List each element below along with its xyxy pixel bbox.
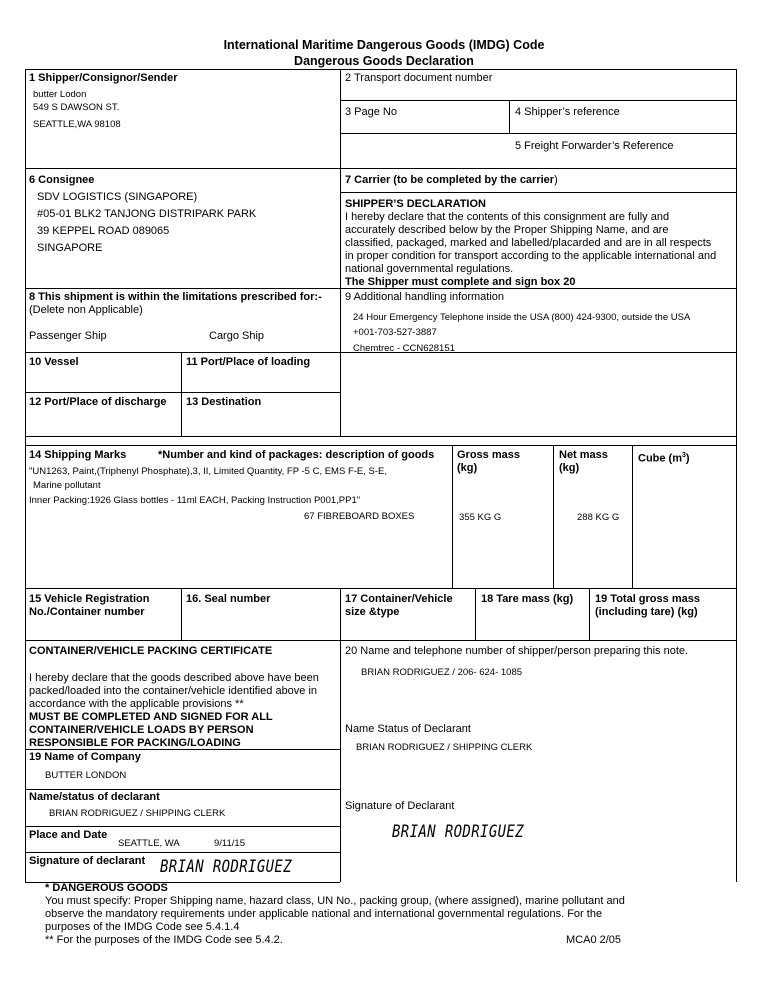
vessel-label: 10 Vessel	[29, 356, 79, 368]
footer-line-2: observe the mandatory requirements under applicable national and international governmental regulations. For the	[45, 908, 603, 920]
box20-signature: BRIAN RODRIGUEZ	[392, 822, 525, 842]
form-subtitle: Dangerous Goods Declaration	[294, 54, 474, 68]
signature-of-declarant-right-label: Signature of Declarant	[345, 800, 455, 812]
shipper-address-2: SEATTLE,WA 98108	[33, 119, 121, 130]
packing-certificate-title: CONTAINER/VEHICLE PACKING CERTIFICATE	[29, 645, 273, 657]
gross-mass-unit: (kg)	[457, 462, 478, 474]
port-loading-label: 11 Port/Place of loading	[186, 356, 311, 368]
box20-name-phone: BRIAN RODRIGUEZ / 206- 624- 1085	[361, 667, 523, 678]
page-no-label: 3 Page No	[345, 106, 397, 118]
port-discharge-label: 12 Port/Place of discharge	[29, 396, 167, 408]
company-name-label: 19 Name of Company	[29, 751, 141, 763]
destination-label: 13 Destination	[186, 396, 262, 408]
net-mass-value: 288 KG G	[577, 512, 620, 523]
footer-line-4: ** For the purposes of the IMDG Code see 5.4.2.	[45, 934, 283, 946]
shipper-address-1: 549 S DAWSON ST.	[33, 102, 120, 113]
declarant-signature: BRIAN RODRIGUEZ	[160, 857, 293, 877]
packing-certificate-bold-2: CONTAINER/VEHICLE LOADS BY PERSON	[29, 724, 254, 736]
footer-line-1: You must specify: Proper Shipping name, hazard class, UN No., packing group, (where assigned), marine pollutant and	[45, 895, 625, 907]
goods-description-line-1: "UN1263, Paint,(Triphenyl Phosphate),3, II, Limited Quantity, FP -5 C, EMS F-E, S-E,	[29, 466, 388, 477]
handling-line-3: Chemtrec - CCN628151	[353, 343, 455, 354]
packing-certificate-line-3: accordance with the applicable provisions **	[29, 698, 244, 710]
shipping-marks-label: 14 Shipping Marks	[29, 449, 127, 461]
goods-description-line-3: Inner Packing:1926 Glass bottles - 11ml EACH, Packing Instruction P001,PP1"	[29, 495, 361, 506]
signature-of-declarant-label: Signature of declarant	[29, 855, 146, 867]
total-gross-mass-label: 19 Total gross mass	[595, 593, 700, 605]
form-title: International Maritime Dangerous Goods (IMDG) Code	[223, 38, 545, 52]
net-mass-unit: (kg)	[559, 462, 580, 474]
packing-certificate-bold-3: RESPONSIBLE FOR PACKING/LOADING	[29, 737, 241, 749]
place-value: SEATTLE, WA	[118, 838, 180, 849]
declarant-status-value: BRIAN RODRIGUEZ / SHIPPING CLERK	[49, 808, 226, 819]
footer-line-3: purposes of the IMDG Code see 5.4.1.4	[45, 921, 240, 933]
place-date-label: Place and Date	[29, 829, 108, 841]
packing-certificate-line-2: packed/loaded into the container/vehicle identified above in	[29, 685, 318, 697]
net-mass-label: Net mass	[559, 449, 608, 461]
container-type-label: size &type	[345, 606, 400, 618]
shippers-declaration-line-2: accurately described below by the Proper Shipping Name, and are	[345, 224, 669, 236]
name-status-declarant-value: BRIAN RODRIGUEZ / SHIPPING CLERK	[356, 742, 533, 753]
passenger-ship-option: Passenger Ship	[29, 330, 107, 342]
shippers-declaration-title: SHIPPER’S DECLARATION	[345, 198, 486, 210]
packing-certificate-bold-1: MUST BE COMPLETED AND SIGNED FOR ALL	[29, 711, 273, 723]
container-size-label: 17 Container/Vehicle	[345, 593, 453, 605]
container-number-label: No./Container number	[29, 606, 145, 618]
packing-certificate-line-1: I hereby declare that the goods described above have been	[29, 672, 319, 684]
consignee-line-3: 39 KEPPEL ROAD 089065	[37, 225, 170, 237]
company-name-value: BUTTER LONDON	[45, 770, 127, 781]
consignee-label: 6 Consignee	[29, 174, 95, 186]
total-gross-mass-unit: (including tare) (kg)	[595, 606, 698, 618]
consignee-line-2: #05-01 BLK2 TANJONG DISTRIPARK PARK	[37, 208, 257, 220]
form-code: MCA0 2/05	[566, 934, 622, 946]
goods-description-line-2: Marine pollutant	[33, 480, 101, 491]
consignee-line-4: SINGAPORE	[37, 242, 103, 254]
seal-number-label: 16. Seal number	[186, 593, 271, 605]
handling-line-1: 24 Hour Emergency Telephone inside the USA (800) 424-9300, outside the USA	[353, 312, 691, 323]
freight-forwarder-reference-label: 5 Freight Forwarder’s Reference	[515, 140, 674, 152]
shipper-reference-label: 4 Shipper’s reference	[515, 106, 620, 118]
gross-mass-value: 355 KG G	[459, 512, 502, 523]
handling-line-2: +001-703-527-3887	[353, 327, 437, 338]
vehicle-registration-label: 15 Vehicle Registration	[29, 593, 150, 605]
goods-description-label: *Number and kind of packages: description of goods	[158, 449, 435, 461]
consignee-line-1: SDV LOGISTICS (SINGAPORE)	[37, 191, 198, 203]
shippers-declaration-line-5: national governmental regulations.	[345, 263, 514, 275]
carrier-label: 7 Carrier (to be completed by the carrier)	[345, 174, 558, 186]
handling-label: 9 Additional handling information	[345, 291, 505, 303]
shippers-declaration-line-6: The Shipper must complete and sign box 20	[345, 276, 576, 288]
shipper-name: butter Lodon	[33, 89, 87, 100]
gross-mass-label: Gross mass	[457, 449, 520, 461]
shippers-declaration-line-1: I hereby declare that the contents of this consignment are fully and	[345, 211, 670, 223]
tare-mass-label: 18 Tare mass (kg)	[481, 593, 574, 605]
package-count: 67 FIBREBOARD BOXES	[304, 511, 415, 522]
shippers-declaration-line-4: in proper condition for transport according to the applicable international and	[345, 250, 717, 262]
shippers-declaration-line-3: classified, packaged, marked and labelled/placarded and are in all respects	[345, 237, 712, 249]
transport-doc-label: 2 Transport document number	[345, 72, 493, 84]
box20-label: 20 Name and telephone number of shipper/person preparing this note.	[345, 645, 689, 657]
date-value: 9/11/15	[214, 838, 245, 849]
limitations-note: (Delete non Applicable)	[29, 304, 143, 316]
footer-title: * DANGEROUS GOODS	[45, 882, 168, 894]
declarant-status-label: Name/status of declarant	[29, 791, 160, 803]
cube-label: Cube $(m^3)$	[638, 452, 690, 465]
cargo-ship-option: Cargo Ship	[209, 330, 265, 342]
name-status-declarant-label: Name Status of Declarant	[345, 723, 471, 735]
shipper-label: 1 Shipper/Consignor/Sender	[29, 72, 178, 84]
limitations-label: 8 This shipment is within the limitations prescribed for:-	[29, 291, 322, 303]
